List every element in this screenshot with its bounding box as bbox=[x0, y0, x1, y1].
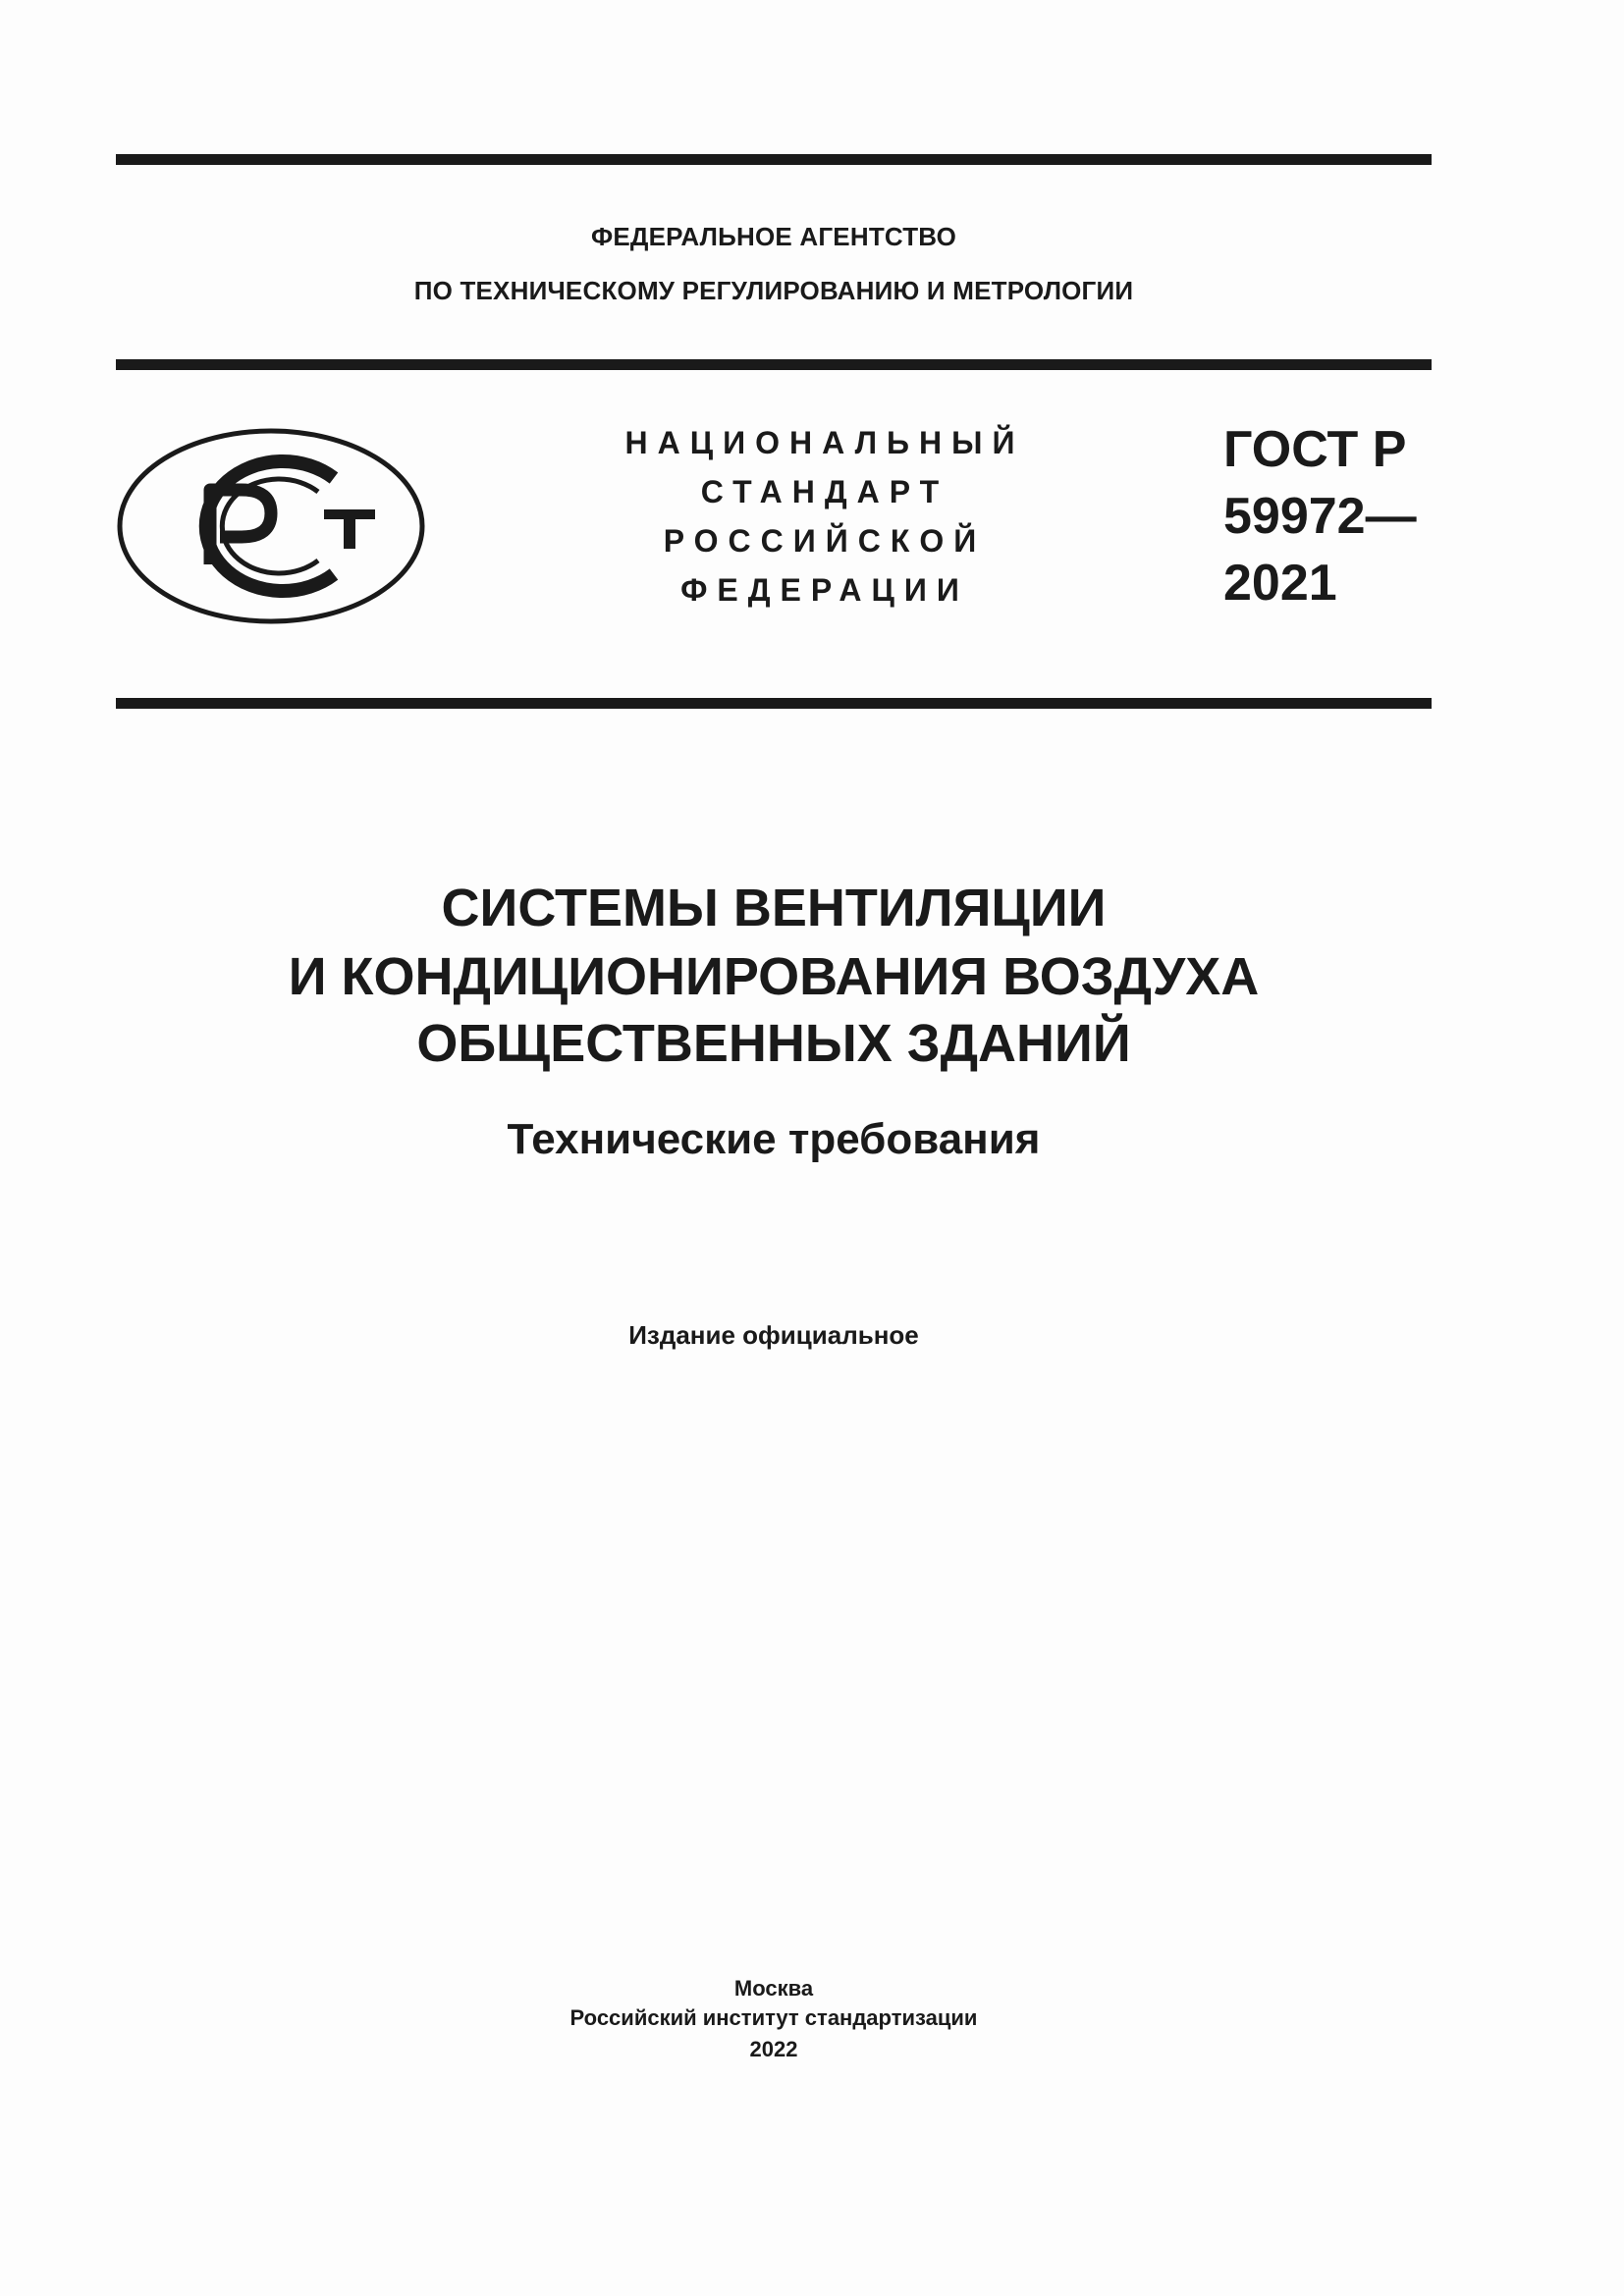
document-title-line-3: ОБЩЕСТВЕННЫХ ЗДАНИЙ bbox=[416, 1014, 1131, 1073]
rst-certification-emblem-icon bbox=[116, 427, 426, 625]
imprint-year: 2022 bbox=[749, 2037, 798, 2061]
agency-divider-rule bbox=[116, 359, 1432, 370]
imprint-city: Москва bbox=[733, 1976, 814, 2001]
top-rule bbox=[116, 154, 1432, 165]
standard-type-line-3: РОССИЙСКОЙ bbox=[663, 523, 987, 559]
document-subtitle: Технические требования bbox=[507, 1115, 1041, 1163]
agency-name-line-2: ПО ТЕХНИЧЕСКОМУ РЕГУЛИРОВАНИЮ И МЕТРОЛОГИИ bbox=[413, 276, 1134, 305]
standard-type-line-1: НАЦИОНАЛЬНЫЙ bbox=[624, 425, 1025, 460]
standard-type-line-4: ФЕДЕРАЦИИ bbox=[680, 572, 969, 608]
designation-line-3: 2021 bbox=[1223, 555, 1337, 612]
document-title-line-1: СИСТЕМЫ ВЕНТИЛЯЦИИ bbox=[441, 879, 1107, 937]
edition-label: Издание официальное bbox=[628, 1320, 919, 1350]
header-bottom-rule bbox=[116, 698, 1432, 709]
standard-type-line-2: СТАНДАРТ bbox=[700, 474, 949, 509]
designation-line-1: ГОСТ Р bbox=[1223, 421, 1407, 478]
document-title-line-2: И КОНДИЦИОНИРОВАНИЯ ВОЗДУХА bbox=[288, 947, 1260, 1006]
agency-name-line-1: ФЕДЕРАЛЬНОЕ АГЕНТСТВО bbox=[590, 222, 957, 251]
imprint-publisher: Российский институт стандартизации bbox=[569, 2005, 978, 2030]
designation-line-2: 59972— bbox=[1223, 488, 1417, 545]
